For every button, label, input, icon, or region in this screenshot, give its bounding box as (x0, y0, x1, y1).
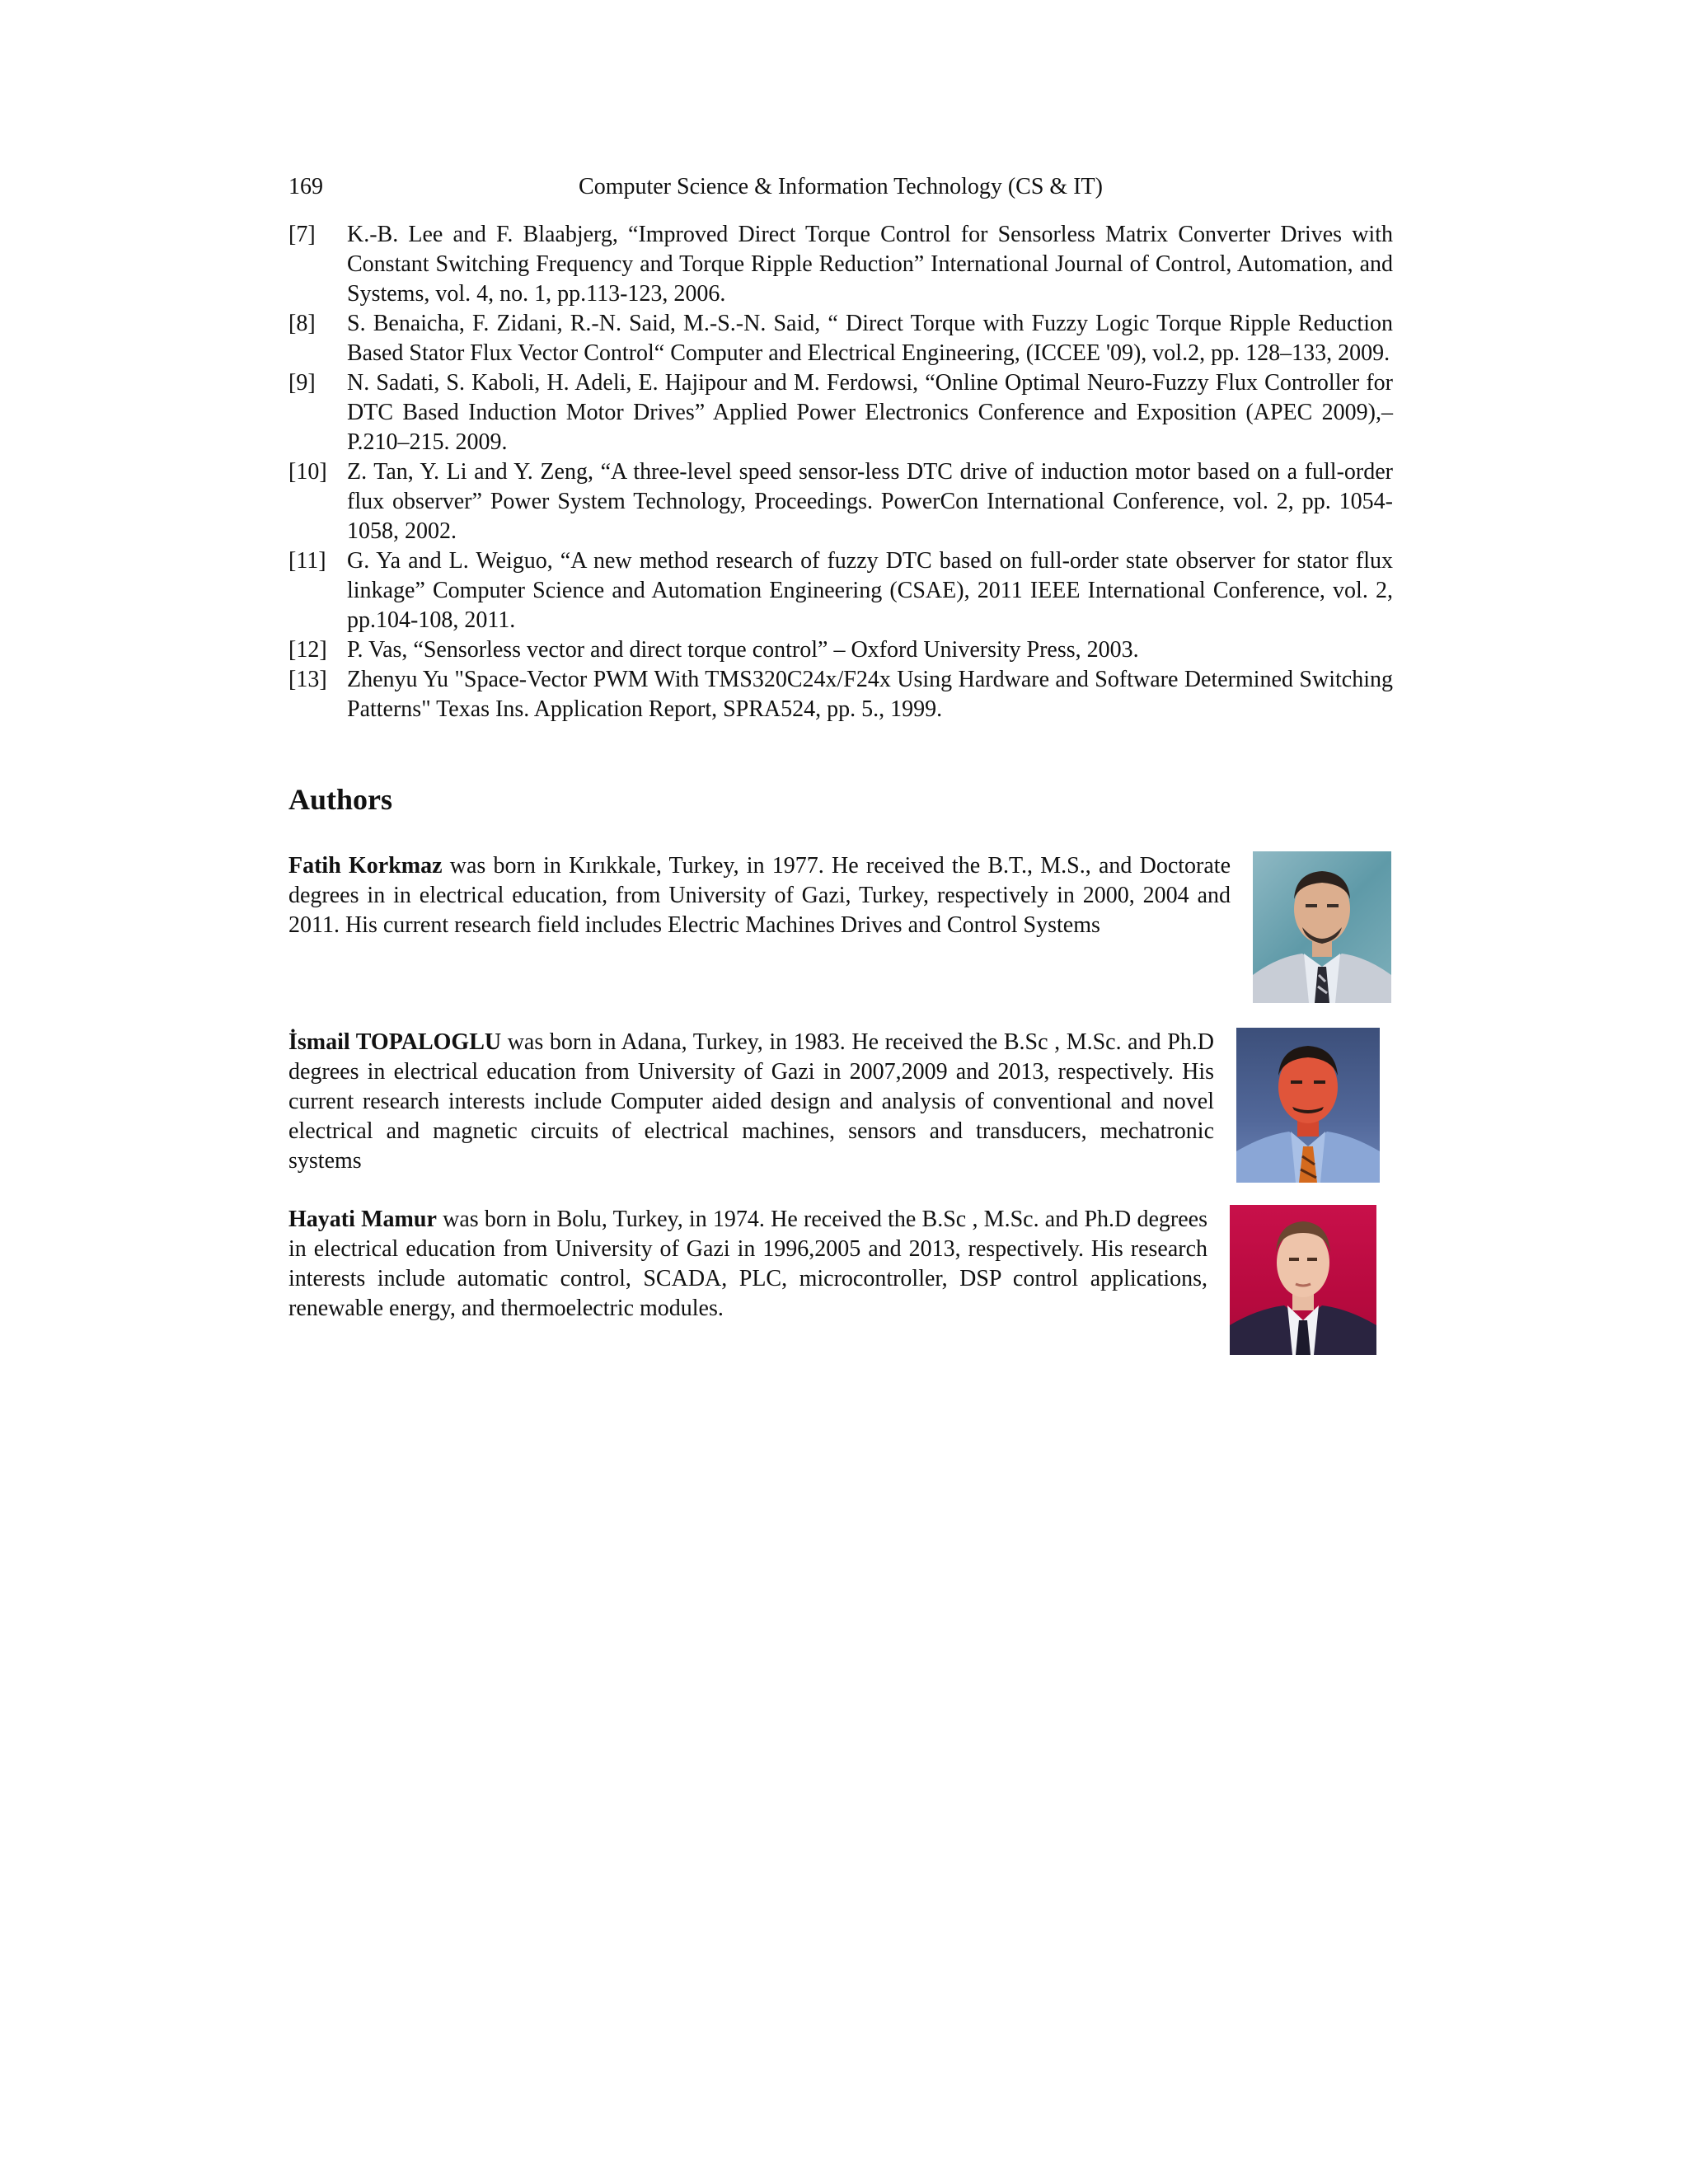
author-name: İsmail TOPALOGLU (288, 1029, 502, 1055)
reference-number: [7] (288, 222, 316, 247)
reference-item (288, 635, 1393, 665)
reference-number: [11] (288, 548, 326, 574)
reference-number: [10] (288, 459, 327, 485)
reference-text: S. Benaicha, F. Zidani, R.-N. Said, M.-S.-N. Said, “ Direct Torque with Fuzzy Logic Torque Ripple Reduction Based Stator Flux Vector Control“ Computer and Electrical Engineering, (ICCEE '09), vol.2, pp. 128–133, 2009. (347, 311, 1393, 366)
reference-number: [13] (288, 667, 327, 692)
author-name: Hayati Mamur (288, 1207, 437, 1232)
author-photo (1230, 1205, 1376, 1355)
author-bio (288, 1205, 1207, 1324)
page-header (288, 171, 1393, 204)
reference-text: N. Sadati, S. Kaboli, H. Adeli, E. Hajipour and M. Ferdowsi, “Online Optimal Neuro-Fuzzy Flux Controller for DTC Based Induction Motor Drives” Applied Power Electronics Conference and Exposition (APEC 2009),– P.210–215. 2009. (347, 370, 1393, 455)
author-bio-text: was born in Adana, Turkey, in 1983. He received the B.Sc , M.Sc. and Ph.D degrees in electrical education from University of Gazi in 2007,2009 and 2013, respectively. His current research interests include Computer aided design and analysis of conventional and novel electrical and magnetic circuits of electrical machines, sensors and transducers, mechatronic systems (288, 1029, 1214, 1174)
reference-item (288, 665, 1393, 724)
reference-text: K.-B. Lee and F. Blaabjerg, “Improved Direct Torque Control for Sensorless Matrix Converter Drives with Constant Switching Frequency and Torque Ripple Reduction” International Journal of Control, Automation, and Systems, vol. 4, no. 1, pp.113-123, 2006. (347, 222, 1393, 307)
author-bio-text: was born in Kırıkkale, Turkey, in 1977. He received the B.T., M.S., and Doctorate degrees in in electrical education, from University of Gazi, Turkey, respectively in 2000, 2004 and 2011. His current research field includes Electric Machines Drives and Control Systems (288, 853, 1231, 938)
reference-item (288, 368, 1393, 457)
reference-item (288, 457, 1393, 546)
author-bio-text: was born in Bolu, Turkey, in 1974. He received the B.Sc , M.Sc. and Ph.D degrees in electrical education from University of Gazi in 1996,2005 and 2013, respectively. His research interests include automatic control, SCADA, PLC, microcontroller, DSP control applications, renewable energy, and thermoelectric modules. (288, 1207, 1207, 1321)
reference-item (288, 220, 1393, 309)
reference-number: [12] (288, 637, 327, 663)
page-number: 169 (288, 174, 323, 199)
journal-title: Computer Science & Information Technology (CS & IT) (579, 174, 1103, 199)
reference-text: P. Vas, “Sensorless vector and direct torque control” – Oxford University Press, 2003. (347, 637, 1139, 663)
reference-number: [8] (288, 311, 316, 336)
author-bio (288, 1028, 1214, 1176)
reference-text: Z. Tan, Y. Li and Y. Zeng, “A three-level speed sensor-less DTC drive of induction motor based on a full-order flux observer” Power System Technology, Proceedings. PowerCon International Conference, vol. 2, pp. 1054- 1058, 2002. (347, 459, 1393, 544)
reference-item (288, 309, 1393, 368)
author-photo (1236, 1028, 1380, 1183)
author-name: Fatih Korkmaz (288, 853, 443, 879)
reference-text: G. Ya and L. Weiguo, “A new method research of fuzzy DTC based on full-order state observer for stator flux linkage” Computer Science and Automation Engineering (CSAE), 2011 IEEE International Conference, vol. 2, pp.104-108, 2011. (347, 548, 1393, 633)
authors-heading: Authors (288, 783, 393, 816)
reference-item (288, 546, 1393, 635)
reference-list (288, 220, 1393, 724)
author-photo (1253, 851, 1391, 1003)
reference-number: [9] (288, 370, 316, 396)
reference-text: Zhenyu Yu "Space-Vector PWM With TMS320C24x/F24x Using Hardware and Software Determined Switching Patterns" Texas Ins. Application Report, SPRA524, pp. 5., 1999. (347, 667, 1393, 722)
author-bio (288, 851, 1231, 940)
